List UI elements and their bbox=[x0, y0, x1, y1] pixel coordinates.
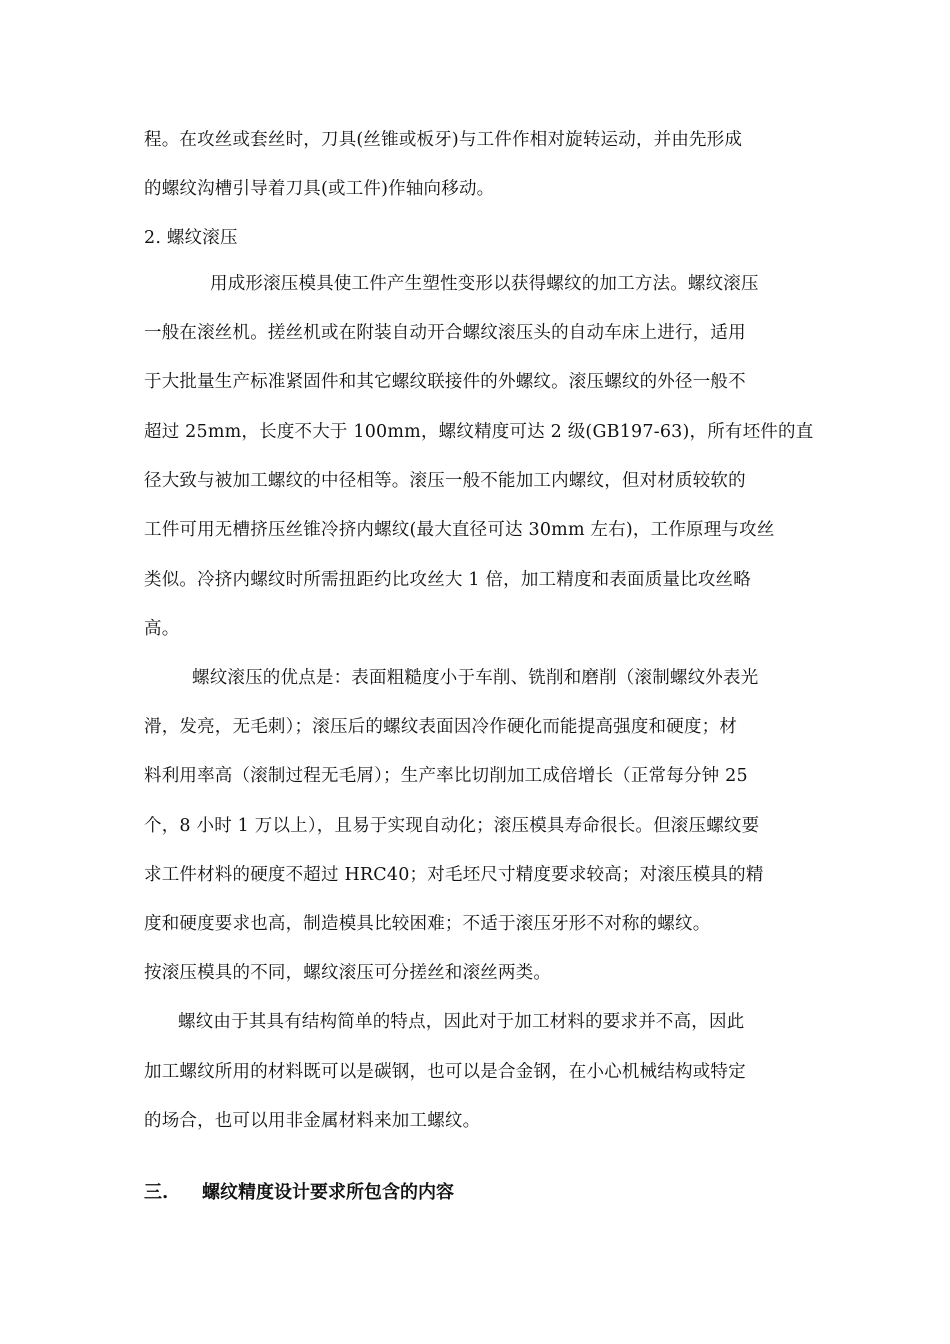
paragraph-line: 滑，发亮，无毛刺）；滚压后的螺纹表面因冷作硬化而能提高强度和硬度；材 bbox=[144, 717, 738, 737]
paragraph-line: 螺纹由于其具有结构简单的特点，因此对于加工材料的要求并不高，因此 bbox=[178, 1012, 745, 1032]
paragraph-line: 的螺纹沟槽引导着刀具(或工件)作轴向移动。 bbox=[144, 179, 495, 199]
paragraph-line: 求工件材料的硬度不超过 HRC40；对毛坯尺寸精度要求较高；对滚压模具的精 bbox=[144, 865, 764, 885]
paragraph-line: 按滚压模具的不同，螺纹滚压可分搓丝和滚丝两类。 bbox=[144, 963, 552, 983]
paragraph-line: 螺纹滚压的优点是：表面粗糙度小于车削、铣削和磨削（滚制螺纹外表光 bbox=[192, 668, 759, 688]
paragraph-line: 超过 25mm，长度不大于 100mm，螺纹精度可达 2 级(GB197-63)，所有坯件的直 bbox=[144, 422, 814, 442]
paragraph-line: 用成形滚压模具使工件产生塑性变形以获得螺纹的加工方法。螺纹滚压 bbox=[210, 274, 759, 294]
paragraph-line: 类似。冷挤内螺纹时所需扭距约比攻丝大 1 倍，加工精度和表面质量比攻丝略 bbox=[144, 570, 751, 590]
paragraph-line: 径大致与被加工螺纹的中径相等。滚压一般不能加工内螺纹，但对材质较软的 bbox=[144, 471, 746, 491]
paragraph-line: 于大批量生产标准紧固件和其它螺纹联接件的外螺纹。滚压螺纹的外径一般不 bbox=[144, 372, 746, 392]
paragraph-line: 工件可用无槽挤压丝锥冷挤内螺纹(最大直径可达 30mm 左右)，工作原理与攻丝 bbox=[144, 520, 775, 540]
paragraph-line: 加工螺纹所用的材料既可以是碳钢，也可以是合金钢，在小心机械结构或特定 bbox=[144, 1062, 746, 1082]
subsection-title: 2. 螺纹滚压 bbox=[144, 228, 238, 248]
section-heading bbox=[144, 1181, 454, 1205]
paragraph-line: 高。 bbox=[144, 619, 180, 639]
paragraph-line: 度和硬度要求也高，制造模具比较困难；不适于滚压牙形不对称的螺纹。 bbox=[144, 914, 711, 934]
paragraph-line: 的场合，也可以用非金属材料来加工螺纹。 bbox=[144, 1111, 481, 1131]
section-title: 螺纹精度设计要求所包含的内容 bbox=[202, 1182, 454, 1203]
paragraph-line: 程。在攻丝或套丝时，刀具(丝锥或板牙)与工件作相对旋转运动，并由先形成 bbox=[144, 130, 743, 150]
section-number: 三. bbox=[144, 1182, 169, 1203]
paragraph-line: 个，8 小时 1 万以上），且易于实现自动化；滚压模具寿命很长。但滚压螺纹要 bbox=[144, 816, 760, 836]
paragraph-line: 料利用率高（滚制过程无毛屑）；生产率比切削加工成倍增长（正常每分钟 25 bbox=[144, 766, 748, 786]
paragraph-line: 一般在滚丝机。搓丝机或在附装自动开合螺纹滚压头的自动车床上进行，适用 bbox=[144, 323, 746, 343]
